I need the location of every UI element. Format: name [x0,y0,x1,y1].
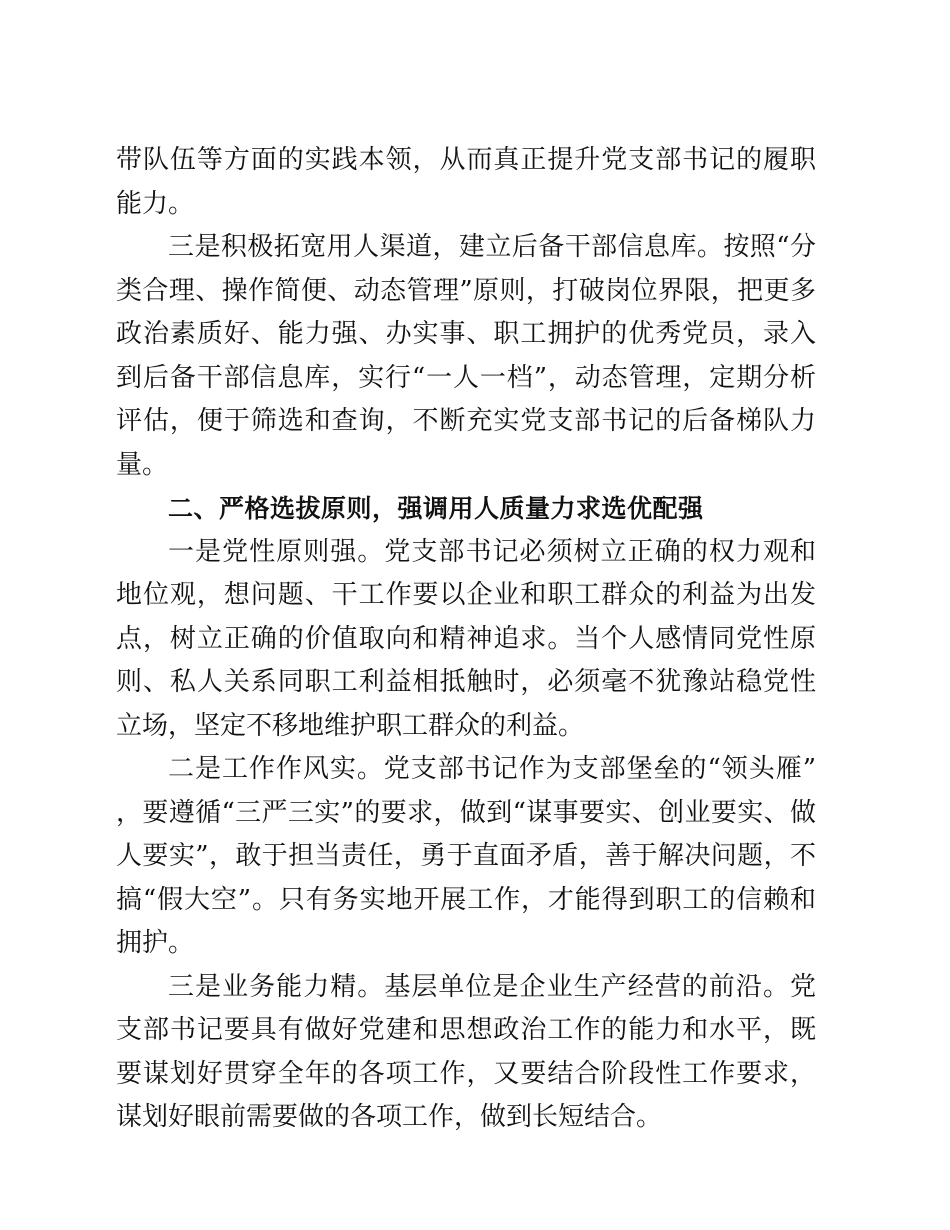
paragraph-work-style: 二是工作作风实。党支部书记作为支部堡垒的“领头雁”，要遵循“三严三实”的要求，做到“谋事要实、创业要实、做人要实”，敢于担当责任，勇于直面矛盾，善于解决问题，不搞“假大空”。只有务实地开展工作，才能得到职工的信赖和拥护。 [116,754,816,958]
paragraph-continuation: 带队伍等方面的实践本领，从而真正提升党支部书记的履职能力。 [116,145,816,219]
document-body [116,139,816,1140]
section-heading-selection-principles: 二、严格选拔原则，强调用人质量力求选优配强 [168,494,704,523]
paragraph-talent-pool: 三是积极拓宽用人渠道，建立后备干部信息库。按照“分类合理、操作简便、动态管理”原则，打破岗位界限，把更多政治素质好、能力强、办实事、职工拥护的优秀党员，录入到后备干部信息库，实行“一人一档”，动态管理，定期分析评估，便于筛选和查询，不断充实党支部书记的后备梯队力量。 [116,232,816,480]
paragraph-business-ability: 三是业务能力精。基层单位是企业生产经营的前沿。党支部书记要具有做好党建和思想政治工作的能力和水平，既要谋划好贯穿全年的各项工作，又要结合阶段性工作要求，谋划好眼前需要做的各项工作，做到长短结合。 [116,971,816,1132]
paragraph-party-principle: 一是党性原则强。党支部书记必须树立正确的权力观和地位观，想问题、干工作要以企业和职工群众的利益为出发点，树立正确的价值取向和精神追求。当个人感情同党性原则、私人关系同职工利益相抵触时，必须毫不犹豫站稳党性立场，坚定不移地维护职工群众的利益。 [116,536,816,741]
